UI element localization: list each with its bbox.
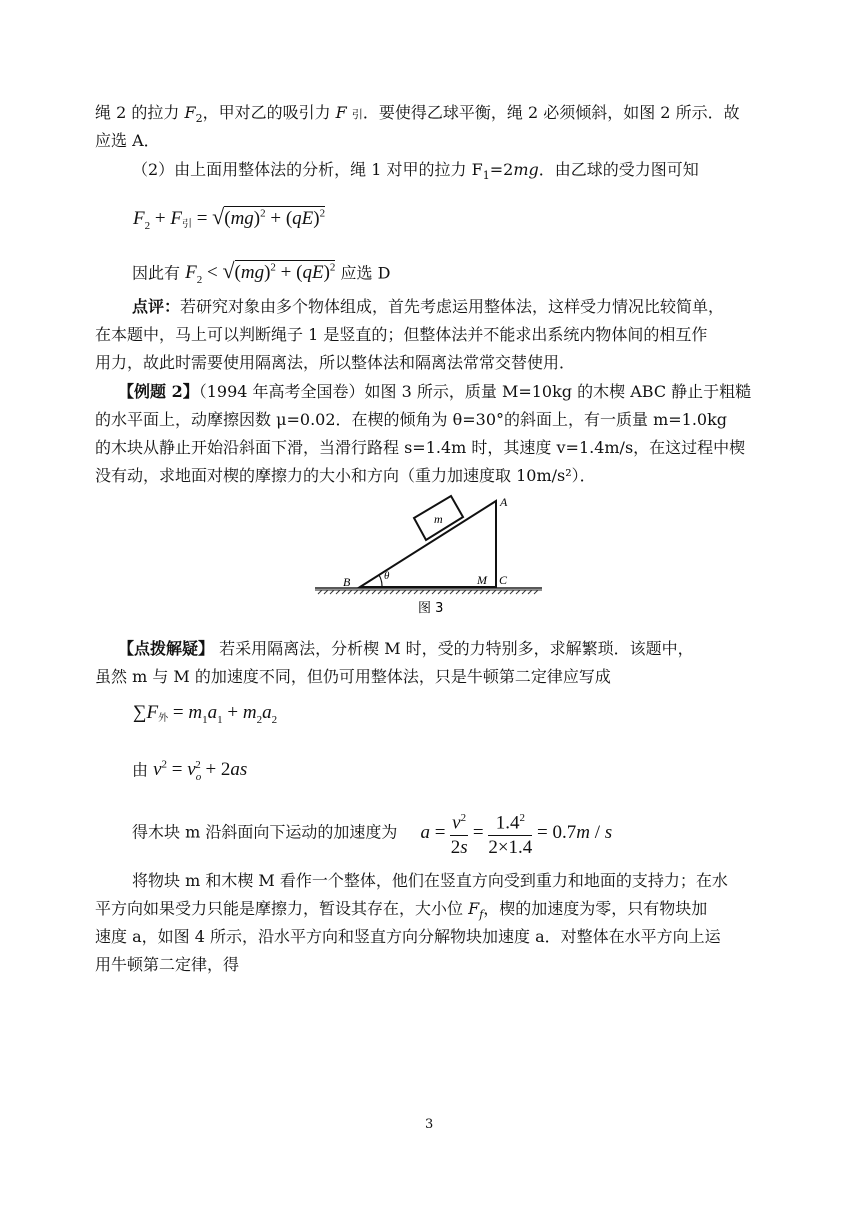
text-line-3: （2）由上面用整体法的分析，绳 1 对甲的拉力 $F_1=2mg$．由乙球的受力图可知 [132,160,699,183]
acceleration-line: 得木块 m 沿斜面向下运动的加速度为 a = $\frac{v^2}{2s}$ = $\frac{1.4^2}{2\times 1.4}$ = 0.7m / s [132,806,612,860]
formula-force-sum: $F_2 + F$引 = √(mg)$^2$ + (qE)$^2$ [133,204,326,232]
example-line-3: 的木块从静止开始沿斜面下滑，当滑行路程 s=1.4m 时，其速度 v=1.4m/s，在这过程中楔 [95,438,746,457]
para-line-2: 平方向如果受力只能是摩擦力，暂设其存在，大小位 $F_f$，楔的加速度为零，只有物块加 [95,899,708,922]
hint-line-1: 【点拨解疑】 若采用隔离法，分析楔 M 时，受的力特别多，求解繁琐．该题中， [118,639,694,658]
label-B: B [343,575,351,589]
label-m: m [434,512,443,526]
formula-newton-second-law: ∑F外 = $m_1a_1 + m_2a_2$ [133,702,278,726]
formula-kinematics: 由 $v^2 = v_o^2 + 2as$ [132,759,248,784]
figure-caption: 图 3 [418,601,444,616]
para-line-1: 将物块 m 和木楔 M 看作一个整体，他们在竖直方向受到重力和地面的支持力；在水 [132,871,728,890]
label-A: A [500,495,508,509]
para-line-3: 速度 a，如图 4 所示，沿水平方向和竖直方向分解物块加速度 a．对整体在水平方向上运 [95,927,721,946]
text-line-1: 绳 2 的拉力 $F_2$，甲对乙的吸引力 F 引．要使得乙球平衡，绳 2 必须倾斜，如图 2 所示．故 [95,103,740,126]
comment-line-2: 在本题中，马上可以判断绳子 1 是竖直的；但整体法并不能求出系统内物体间的相互作 [95,325,708,344]
comment-line-1: 点评：若研究对象由多个物体组成，首先考虑运用整体法，这样受力情况比较简单， [132,297,725,316]
example-line-1: 【例题 2】（1994 年高考全国卷）如图 3 所示，质量 M=10kg 的木楔 ABC 静止于粗糙 [118,382,752,401]
example-line-4: 没有动，求地面对楔的摩擦力的大小和方向（重力加速度取 10m/s²）． [95,466,596,485]
label-C: C [499,573,508,587]
text-line-therefore: 因此有 $F_2 < √(mg)^2 + (qE)^2$ 应选 D [132,258,391,287]
label-theta: θ [384,570,390,582]
page-number: 3 [425,1117,434,1132]
hint-line-2: 虽然 m 与 M 的加速度不同，但仍可用整体法，只是牛顿第二定律应写成 [95,667,611,686]
label-M: M [477,573,487,587]
para-line-4: 用牛顿第二定律，得 [95,955,240,974]
comment-line-3: 用力，故此时需要使用隔离法，所以整体法和隔离法常常交替使用． [95,353,576,372]
text-line-2: 应选 A． [95,131,160,150]
figure-3-wedge [310,490,550,620]
example-line-2: 的水平面上，动摩擦因数 μ=0.02．在楔的倾角为 θ=30°的斜面上，有一质量 m=1.0kg [95,410,728,429]
